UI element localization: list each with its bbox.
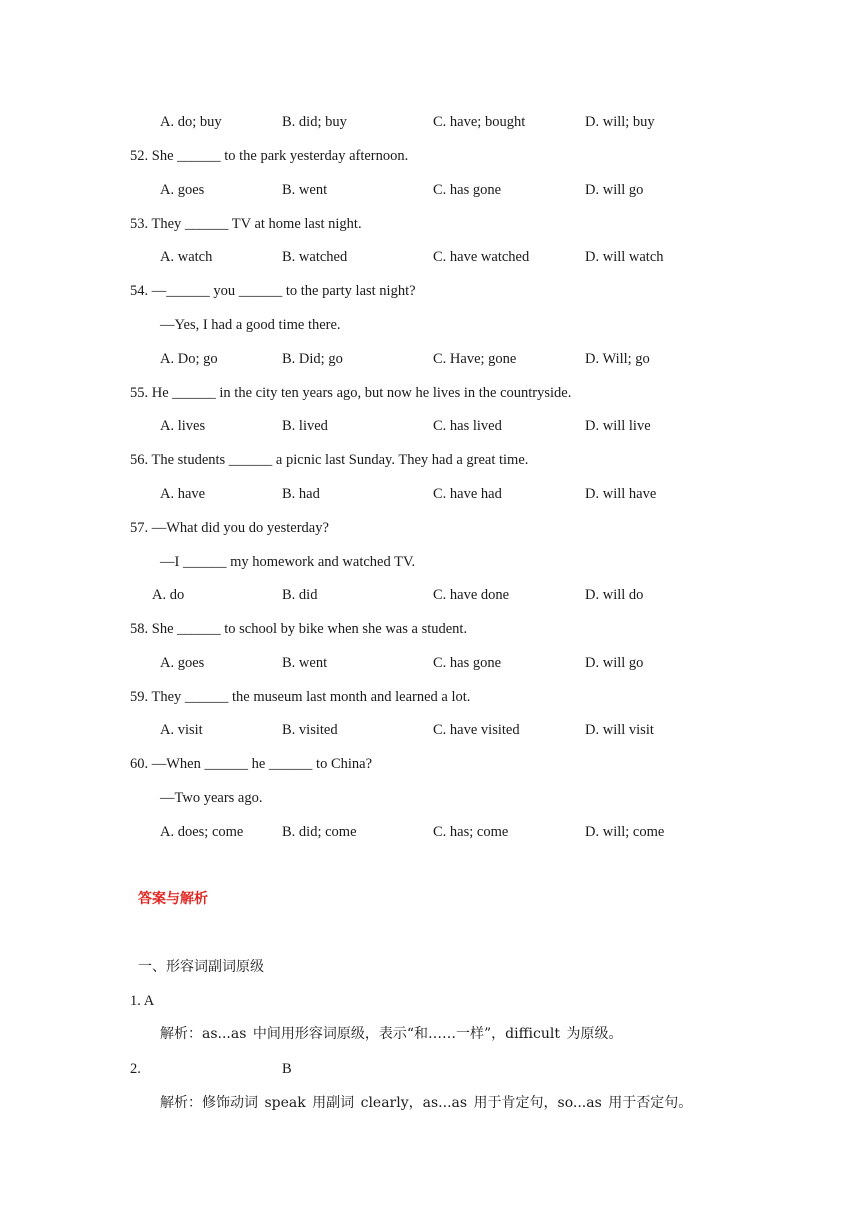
q56-option-c: C. have had	[433, 486, 502, 502]
q55-stem: 55. He ______ in the city ten years ago, but now he lives in the countryside.	[130, 385, 572, 401]
q58-option-c: C. has gone	[433, 655, 502, 671]
q60-option-b: B. did; come	[282, 824, 357, 840]
q56-option-a: A. have	[160, 486, 206, 502]
q53-option-b: B. watched	[282, 249, 348, 265]
q60-option-c: C. has; come	[433, 824, 509, 840]
q54-dialogue-reply: —Yes, I had a good time there.	[160, 317, 341, 333]
q51-option-b: B. did; buy	[282, 114, 347, 130]
q55-option-d: D. will live	[585, 418, 651, 434]
q54-option-d: D. Will; go	[585, 351, 650, 367]
q53-stem: 53. They ______ TV at home last night.	[130, 216, 362, 232]
answer-2-choice: B	[282, 1061, 292, 1077]
q60-dialogue-reply: —Two years ago.	[160, 790, 263, 806]
q58-option-a: A. goes	[160, 655, 205, 671]
q59-option-d: D. will visit	[585, 722, 654, 738]
q56-stem: 56. The students ______ a picnic last Sunday. They had a great time.	[130, 452, 529, 468]
q52-option-c: C. has gone	[433, 182, 502, 198]
q59-option-c: C. have visited	[433, 722, 520, 738]
answer-2-number: 2.	[130, 1061, 141, 1077]
q58-stem: 58. She ______ to school by bike when she was a student.	[130, 621, 468, 637]
q56-option-d: D. will have	[585, 486, 657, 502]
q54-stem: 54. —______ you ______ to the party last night?	[130, 283, 416, 299]
answers-heading: 答案与解析	[138, 891, 208, 907]
q60-option-a: A. does; come	[160, 824, 244, 840]
q54-option-c: C. Have; gone	[433, 351, 517, 367]
q53-option-d: D. will watch	[585, 249, 664, 265]
answer-2-explanation: 解析：修饰动词 speak 用副词 clearly，as...as 用于肯定句，so...as 用于否定句。	[160, 1095, 693, 1111]
q52-option-a: A. goes	[160, 182, 205, 198]
q55-option-b: B. lived	[282, 418, 328, 434]
q51-option-a: A. do; buy	[160, 114, 222, 130]
q52-option-b: B. went	[282, 182, 328, 198]
q58-option-d: D. will go	[585, 655, 644, 671]
q53-option-c: C. have watched	[433, 249, 530, 265]
q60-stem: 60. —When ______ he ______ to China?	[130, 756, 373, 772]
q58-option-b: B. went	[282, 655, 328, 671]
q57-option-a: A. do	[152, 587, 185, 603]
q51-option-c: C. have; bought	[433, 114, 526, 130]
q57-option-d: D. will do	[585, 587, 644, 603]
q57-stem: 57. —What did you do yesterday?	[130, 520, 329, 536]
q57-dialogue-reply: —I ______ my homework and watched TV.	[160, 554, 416, 570]
q52-stem: 52. She ______ to the park yesterday afternoon.	[130, 148, 409, 164]
q59-option-b: B. visited	[282, 722, 338, 738]
answers-section-title: 一、形容词副词原级	[138, 959, 264, 975]
q60-option-d: D. will; come	[585, 824, 665, 840]
q51-option-d: D. will; buy	[585, 114, 655, 130]
q55-option-a: A. lives	[160, 418, 206, 434]
answer-1-number: 1. A	[130, 993, 155, 1009]
q54-option-b: B. Did; go	[282, 351, 343, 367]
q52-option-d: D. will go	[585, 182, 644, 198]
q57-option-c: C. have done	[433, 587, 510, 603]
q56-option-b: B. had	[282, 486, 320, 502]
q57-option-b: B. did	[282, 587, 318, 603]
q54-option-a: A. Do; go	[160, 351, 218, 367]
q59-stem: 59. They ______ the museum last month and learned a lot.	[130, 689, 471, 705]
q59-option-a: A. visit	[160, 722, 203, 738]
q53-option-a: A. watch	[160, 249, 213, 265]
answer-1-explanation: 解析：as...as 中间用形容词原级，表示“和……一样”，difficult 为原级。	[160, 1026, 623, 1042]
q55-option-c: C. has lived	[433, 418, 502, 434]
